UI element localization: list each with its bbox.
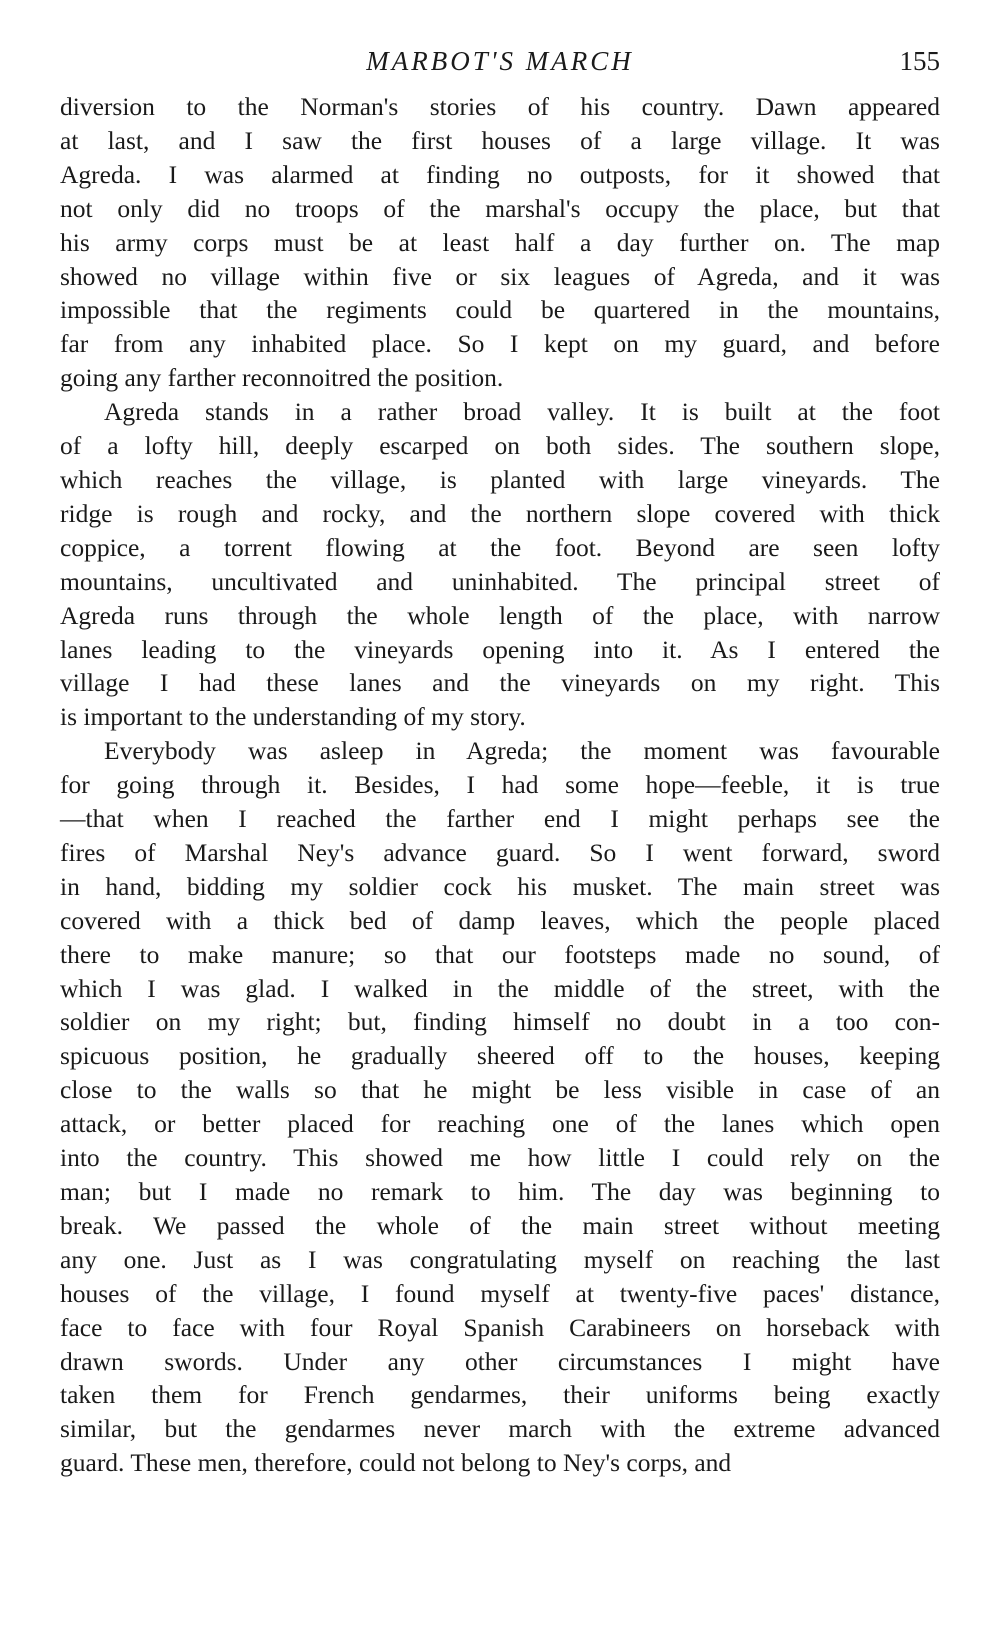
text-line: for going through it. Besides, I had some hope—feeble, it is true — [60, 770, 940, 800]
text-line: which reaches the village, is planted with large vineyards. The — [60, 464, 940, 494]
text-line: houses of the village, I found myself at twenty-five paces' distance, — [60, 1278, 940, 1308]
text-line: similar, but the gendarmes never march with the extreme advanced — [60, 1414, 940, 1444]
page-number: 155 — [899, 46, 940, 76]
body-text — [60, 90, 940, 1480]
paragraph — [60, 90, 940, 395]
text-line: taken them for French gendarmes, their uniforms being exactly — [60, 1380, 940, 1410]
book-page — [60, 40, 940, 1480]
running-head — [60, 40, 940, 90]
text-line: Agreda runs through the whole length of the place, with narrow — [60, 600, 940, 630]
text-line: —that when I reached the farther end I might perhaps see the — [60, 804, 940, 834]
text-line: coppice, a torrent flowing at the foot. Beyond are seen lofty — [60, 532, 940, 562]
text-line: village I had these lanes and the vineyards on my right. This — [60, 668, 940, 698]
text-line: is important to the understanding of my story. — [60, 702, 526, 732]
text-line: in hand, bidding my soldier cock his musket. The main street was — [60, 871, 940, 901]
text-line: attack, or better placed for reaching one of the lanes which open — [60, 1109, 940, 1139]
text-line: impossible that the regiments could be quartered in the mountains, — [60, 295, 940, 325]
text-line: close to the walls so that he might be less visible in case of an — [60, 1075, 940, 1105]
text-line: drawn swords. Under any other circumstances I might have — [60, 1346, 940, 1376]
text-line: man; but I made no remark to him. The day was beginning to — [60, 1177, 940, 1206]
text-line: soldier on my right; but, finding himself no doubt in a too con- — [60, 1007, 940, 1037]
text-line: showed no village within five or six leagues of Agreda, and it was — [60, 261, 940, 291]
text-line: there to make manure; so that our footsteps made no sound, of — [60, 939, 940, 969]
text-line: of a lofty hill, deeply escarped on both sides. The southern slope, — [60, 431, 940, 461]
text-line: fires of Marshal Ney's advance guard. So I went forward, sword — [60, 837, 940, 867]
text-line: covered with a thick bed of damp leaves, which the people placed — [60, 905, 940, 935]
text-line: ridge is rough and rocky, and the northern slope covered with thick — [60, 498, 940, 528]
text-line: lanes leading to the vineyards opening into it. As I entered the — [60, 634, 940, 664]
text-line: any one. Just as I was congratulating myself on reaching the last — [60, 1244, 940, 1274]
text-line: mountains, uncultivated and uninhabited. The principal street of — [60, 566, 940, 596]
text-line: his army corps must be at least half a day further on. The map — [60, 227, 940, 257]
running-title: MARBOT'S MARCH — [366, 46, 634, 76]
text-line: face to face with four Royal Spanish Carabineers on horseback with — [60, 1312, 940, 1342]
text-line: which I was glad. I walked in the middle of the street, with the — [60, 973, 940, 1003]
text-line: break. We passed the whole of the main street without meeting — [60, 1210, 940, 1240]
text-line: Agreda. I was alarmed at finding no outposts, for it showed that — [60, 159, 940, 189]
text-line: Agreda stands in a rather broad valley. It is built at the foot — [104, 397, 940, 427]
text-line: far from any inhabited place. So I kept on my guard, and before — [60, 329, 940, 359]
text-line: at last, and I saw the first houses of a large village. It was — [60, 125, 940, 155]
text-line: not only did no troops of the marshal's occupy the place, but that — [60, 193, 940, 223]
text-line: Everybody was asleep in Agreda; the moment was favourable — [104, 736, 940, 766]
paragraph — [60, 734, 940, 1480]
paragraph — [60, 395, 940, 734]
text-line: into the country. This showed me how little I could rely on the — [60, 1143, 940, 1173]
text-line: spicuous position, he gradually sheered off to the houses, keeping — [60, 1041, 940, 1071]
text-line: going any farther reconnoitred the position. — [60, 363, 504, 393]
text-line: guard. These men, therefore, could not belong to Ney's corps, and — [60, 1448, 732, 1478]
text-line: diversion to the Norman's stories of his country. Dawn appeared — [60, 92, 940, 121]
